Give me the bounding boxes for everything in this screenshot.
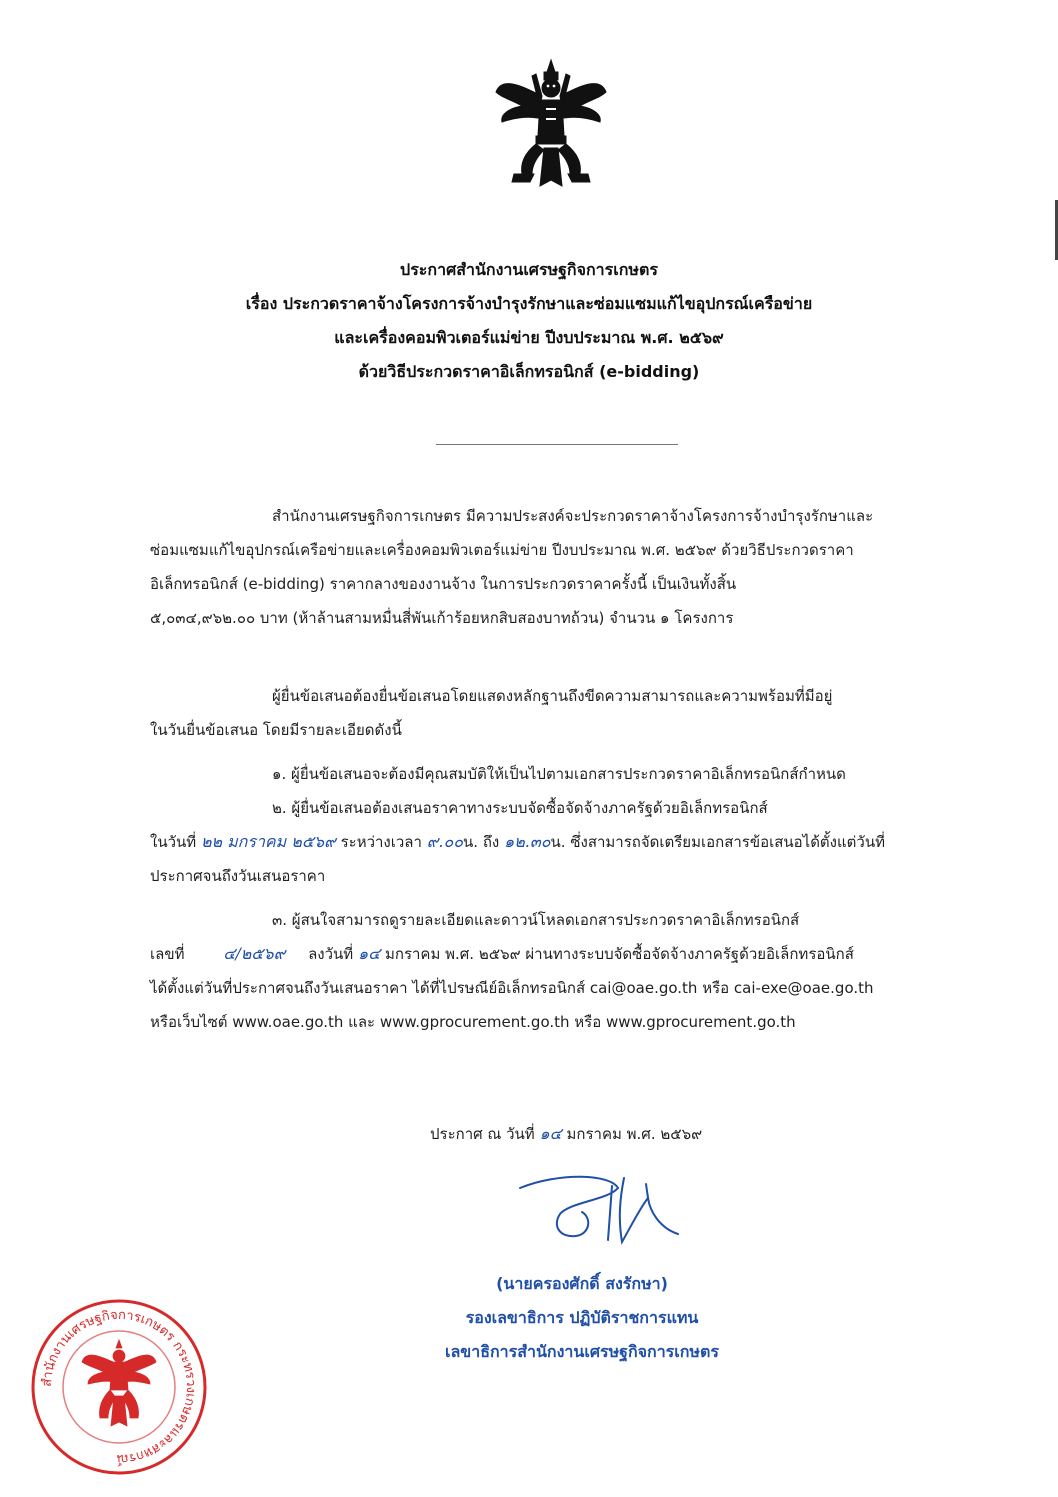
garuda-emblem-icon (492, 56, 610, 196)
handwritten-announce-day: ๑๔ (539, 1124, 562, 1143)
list-item-3-line-3: ได้ตั้งแต่วันที่ประกาศจนถึงวันเสนอราคา ได้ที่ไปรษณีย์อิเล็กทรอนิกส์ cai@oae.go.th หรือ cai-exe@oae.go.th (150, 979, 874, 997)
label-dated: ลงวันที่ (308, 945, 354, 963)
list-item-3-line-2 (150, 942, 854, 967)
handwritten-date: ๒๒ มกราคม ๒๕๖๙ (200, 832, 336, 851)
signatory-position: รองเลขาธิการ ปฏิบัติราชการแทน (465, 1308, 699, 1327)
header-subject-cont: และเครื่องคอมพิวเตอร์แม่ข่าย ปีงบประมาณ พ.ศ. ๒๕๖๙ (334, 328, 724, 347)
label-time-between: ระหว่างเวลา (340, 833, 422, 851)
announcement-date (430, 1122, 702, 1147)
header-title: ประกาศสำนักงานเศรษฐกิจการเกษตร (400, 260, 658, 279)
label-number: เลขที่ (150, 945, 185, 963)
signatory-name: (นายครองศักดิ์ สงรักษา) (496, 1274, 668, 1293)
label-on-date: ในวันที่ (150, 833, 197, 851)
label-to: น. ถึง (463, 833, 500, 851)
list-item-2-line-3: ประกาศจนถึงวันเสนอราคา (150, 867, 326, 885)
official-seal-icon (30, 1298, 208, 1476)
list-item-3-line-4: หรือเว็บไซต์ www.oae.go.th และ www.gprocurement.go.th หรือ www.gprocurement.go.th (150, 1013, 796, 1031)
list-item-2-line-2 (150, 830, 885, 855)
label-prepare-docs: น. ซึ่งสามารถจัดเตรียมเอกสารข้อเสนอได้ตั้งแต่วันที่ (550, 833, 885, 851)
list-item-3: ๓. ผู้สนใจสามารถดูรายละเอียดและดาวน์โหลดเอกสารประกวดราคาอิเล็กทรอนิกส์ (272, 911, 800, 929)
header-subject: เรื่อง ประกวดราคาจ้างโครงการจ้างบำรุงรักษาและซ่อมแซมแก้ไขอุปกรณ์เครือข่าย (245, 294, 813, 313)
list-item-1: ๑. ผู้ยื่นข้อเสนอจะต้องมีคุณสมบัติให้เป็นไปตามเอกสารประกวดราคาอิเล็กทรอนิกส์กำหนด (272, 765, 846, 783)
handwritten-doc-day: ๑๔ (357, 944, 381, 963)
handwritten-time-start: ๙.๐๐ (426, 832, 464, 851)
seal-ring-text: สำนักงานเศรษฐกิจการเกษตร กระทรวงเกษตรและสหกรณ์ (39, 1307, 199, 1467)
paragraph-2-line-1: ผู้ยื่นข้อเสนอต้องยื่นข้อเสนอโดยแสดงหลักฐานถึงขีดความสามารถและความพร้อมที่มีอยู่ (272, 687, 833, 705)
signatory-position-2: เลขาธิการสำนักงานเศรษฐกิจการเกษตร (445, 1342, 719, 1361)
paragraph-1-line-4: ๕,๐๓๔,๙๖๒.๐๐ บาท (ห้าล้านสามหมื่นสี่พันเก้าร้อยหกสิบสองบาทถ้วน) จำนวน ๑ โครงการ (150, 609, 734, 627)
header-method: ด้วยวิธีประกวดราคาอิเล็กทรอนิกส์ (e-bidding) (358, 362, 700, 381)
divider (436, 444, 678, 445)
paragraph-2-line-2: ในวันยื่นข้อเสนอ โดยมีรายละเอียดดังนี้ (150, 721, 402, 739)
list-item-2: ๒. ผู้ยื่นข้อเสนอต้องเสนอราคาทางระบบจัดซื้อจัดจ้างภาครัฐด้วยอิเล็กทรอนิกส์ (272, 799, 768, 817)
paragraph-1-line-3: อิเล็กทรอนิกส์ (e-bidding) ราคากลางของงานจ้าง ในการประกวดราคาครั้งนี้ เป็นเงินทั้งสิ้น (150, 575, 737, 593)
announce-prefix: ประกาศ ณ วันที่ (430, 1125, 535, 1143)
handwritten-doc-number: ๔/๒๕๖๙ (223, 944, 286, 963)
label-month-system: มกราคม พ.ศ. ๒๕๖๙ ผ่านทางระบบจัดซื้อจัดจ้างภาครัฐด้วยอิเล็กทรอนิกส์ (384, 945, 854, 963)
handwritten-time-end: ๑๒.๓๐ (504, 832, 551, 851)
paragraph-1-line-2: ซ่อมแซมแก้ไขอุปกรณ์เครือข่ายและเครื่องคอมพิวเตอร์แม่ข่าย ปีงบประมาณ พ.ศ. ๒๕๖๙ ด้วยวิธีประกวดราคา (150, 541, 854, 559)
signature-icon (500, 1168, 710, 1248)
paragraph-1-line-1: สำนักงานเศรษฐกิจการเกษตร มีความประสงค์จะประกวดราคาจ้างโครงการจ้างบำรุงรักษาและ (272, 507, 874, 525)
announce-suffix: มกราคม พ.ศ. ๒๕๖๙ (566, 1125, 703, 1143)
